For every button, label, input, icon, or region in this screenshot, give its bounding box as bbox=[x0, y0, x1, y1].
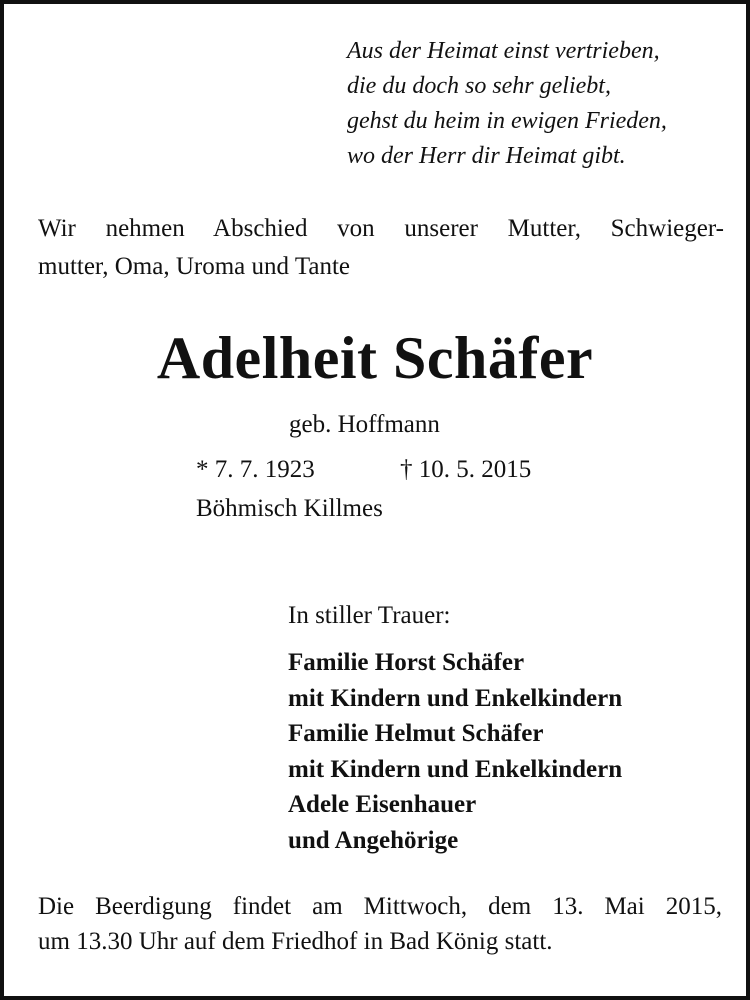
mourner-line: Adele Eisenhauer bbox=[288, 791, 477, 819]
intro-line: Wir nehmen Abschied von unserer Mutter, Schwieger- bbox=[38, 215, 724, 242]
mourning-intro: In stiller Trauer: bbox=[288, 602, 451, 629]
mourner-line: Familie Horst Schäfer bbox=[288, 649, 525, 676]
birth-date: * 7. 7. 1923 bbox=[196, 456, 315, 483]
poem-verse bbox=[347, 34, 742, 174]
mourners-list bbox=[288, 645, 622, 859]
poem-line: wo der Herr dir Heimat gibt. bbox=[347, 143, 626, 169]
mourner-line: mit Kindern und Enkelkindern bbox=[288, 684, 623, 712]
funeral-line: um 13.30 Uhr auf dem Friedhof in Bad König statt. bbox=[38, 928, 553, 955]
maiden-name: geb. Hoffmann bbox=[289, 411, 440, 438]
mourner-line: mit Kindern und Enkelkindern bbox=[288, 755, 623, 783]
deceased-name: Adelheit Schäfer bbox=[156, 325, 594, 391]
funeral-notice bbox=[38, 889, 722, 959]
mourner-line: und Angehörige bbox=[288, 826, 459, 854]
poem-line: die du doch so sehr geliebt, bbox=[347, 73, 611, 99]
death-date: † 10. 5. 2015 bbox=[400, 456, 532, 483]
poem-line: gehst du heim in ewigen Frieden, bbox=[347, 108, 667, 134]
poem-line: Aus der Heimat einst vertrieben, bbox=[347, 38, 660, 64]
funeral-line: Die Beerdigung findet am Mittwoch, dem 13. Mai 2015, bbox=[38, 893, 722, 920]
intro-line: mutter, Oma, Uroma und Tante bbox=[38, 253, 350, 280]
farewell-intro bbox=[38, 210, 724, 286]
birthplace: Böhmisch Killmes bbox=[196, 495, 383, 522]
mourner-line: Familie Helmut Schäfer bbox=[288, 720, 544, 748]
